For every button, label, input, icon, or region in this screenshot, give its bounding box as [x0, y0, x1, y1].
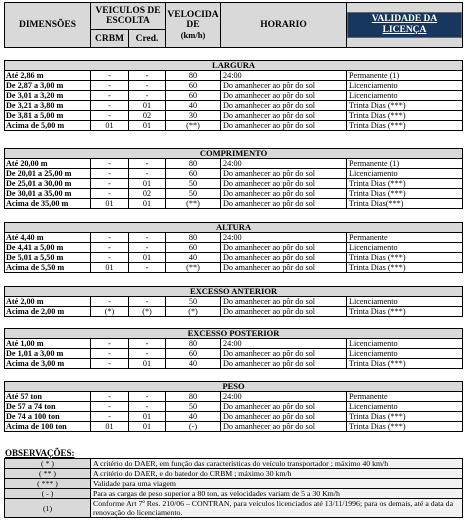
table-row	[5, 349, 463, 359]
schedule-cell: 24:00	[221, 339, 347, 349]
cred-cell: -	[129, 402, 166, 412]
table-row	[5, 263, 463, 273]
dimension-cell: Até 2,00 m	[5, 297, 91, 307]
dimension-cell: De 2,87 a 3,00 m	[5, 81, 91, 91]
cred-cell: -	[129, 159, 166, 169]
cred-cell: 02	[129, 189, 166, 199]
section-title: ALTURA	[5, 223, 463, 233]
validity-cell: Trinta Dias (***)	[347, 359, 463, 369]
section-title-row	[5, 61, 463, 71]
observacao-row	[5, 479, 463, 489]
schedule-cell: Do amanhecer ao pôr do sol	[221, 297, 347, 307]
crbm-cell: -	[91, 392, 129, 402]
validity-cell: Licenciamento	[347, 91, 463, 101]
schedule-cell: Do amanhecer ao pôr do sol	[221, 169, 347, 179]
validity-cell: Trinta Dias (***)	[347, 189, 463, 199]
header-horario: HORARIO	[221, 3, 347, 48]
observacao-symbol: ( * )	[5, 459, 91, 469]
table-row	[5, 121, 463, 131]
cred-cell: 01	[129, 101, 166, 111]
validity-cell: Trinta Dias (***)	[347, 307, 463, 317]
speed-cell: 80	[166, 339, 221, 349]
validity-cell: Trinta Dias (***)	[347, 121, 463, 131]
crbm-cell: -	[91, 111, 129, 121]
dimension-cell: De 3,21 a 3,80 m	[5, 101, 91, 111]
observacao-text: Validade para uma viagem	[91, 479, 463, 489]
speed-cell: (-)	[166, 422, 221, 432]
header-velocidade	[166, 3, 221, 48]
validity-cell: Trinta Dias (***)	[347, 179, 463, 189]
dimension-cell: Até 20,00 m	[5, 159, 91, 169]
validade-label: VALIDADE DA LICENÇA	[347, 12, 462, 38]
section-table	[4, 328, 463, 369]
table-row	[5, 412, 463, 422]
schedule-cell: Do amanhecer ao pôr do sol	[221, 349, 347, 359]
crbm-cell: -	[91, 91, 129, 101]
crbm-cell: 01	[91, 422, 129, 432]
observacoes-title: OBSERVAÇÕES:	[5, 448, 75, 458]
schedule-cell: Do amanhecer ao pôr do sol	[221, 253, 347, 263]
observacao-symbol: ( - )	[5, 489, 91, 499]
section-title-row	[5, 223, 463, 233]
cred-cell: -	[129, 243, 166, 253]
validity-cell: Permanente	[347, 233, 463, 243]
table-header	[4, 2, 463, 48]
schedule-cell: Do amanhecer ao pôr do sol	[221, 243, 347, 253]
section-title: EXCESSO POSTERIOR	[5, 329, 463, 339]
cred-cell: -	[129, 233, 166, 243]
schedule-cell: Do amanhecer ao pôr do sol	[221, 359, 347, 369]
cred-cell: 01	[129, 121, 166, 131]
table-row	[5, 179, 463, 189]
section-title: LARGURA	[5, 61, 463, 71]
cred-cell: 02	[129, 111, 166, 121]
cred-cell: -	[129, 349, 166, 359]
cred-cell: -	[129, 169, 166, 179]
table-row	[5, 71, 463, 81]
validity-cell: Licenciamento	[347, 243, 463, 253]
crbm-cell: -	[91, 71, 129, 81]
cred-cell: -	[129, 81, 166, 91]
crbm-cell: -	[91, 159, 129, 169]
observacao-symbol: (1)	[5, 499, 91, 518]
table-row	[5, 159, 463, 169]
table-row	[5, 253, 463, 263]
cred-cell: -	[129, 339, 166, 349]
dimension-cell: De 30,01 a 35,00 m	[5, 189, 91, 199]
cred-cell: -	[129, 392, 166, 402]
table-row	[5, 392, 463, 402]
observacao-text: Para as cargas de peso superior a 80 ton, as velocidades variam de 5 a 30 Km/h	[91, 489, 463, 499]
cred-cell: -	[129, 71, 166, 81]
speed-cell: 80	[166, 392, 221, 402]
section-table	[4, 60, 463, 131]
cred-cell: 01	[129, 199, 166, 209]
speed-cell: 80	[166, 159, 221, 169]
speed-cell: 40	[166, 412, 221, 422]
section-title: COMPRIMENTO	[5, 149, 463, 159]
table-row	[5, 111, 463, 121]
speed-cell: 50	[166, 402, 221, 412]
crbm-cell: -	[91, 412, 129, 422]
cred-cell: 01	[129, 422, 166, 432]
validity-cell: Trinta Dias (***)	[347, 263, 463, 273]
observacao-text: Conforme Art 7º Res. 210/06 – CONTRAN, para veículos licenciados até 13/11/1996; para os demais, até a data da renovação do licenciamento.	[91, 499, 463, 518]
header-cred: Cred.	[129, 30, 166, 48]
dimension-cell: Até 1,00 m	[5, 339, 91, 349]
crbm-cell: -	[91, 339, 129, 349]
speed-cell: 60	[166, 243, 221, 253]
dimension-cell: Acima de 100 ton	[5, 422, 91, 432]
schedule-cell: Do amanhecer ao pôr do sol	[221, 199, 347, 209]
table-row	[5, 169, 463, 179]
dimension-cell: De 3,01 a 3,20 m	[5, 91, 91, 101]
crbm-cell: -	[91, 359, 129, 369]
observacao-row	[5, 469, 463, 479]
validity-cell: Trinta Dias (***)	[347, 412, 463, 422]
crbm-cell: -	[91, 101, 129, 111]
schedule-cell: Do amanhecer ao pôr do sol	[221, 402, 347, 412]
table-row	[5, 81, 463, 91]
schedule-cell: Do amanhecer ao pôr do sol	[221, 81, 347, 91]
validity-cell: Permanente (1)	[347, 159, 463, 169]
speed-cell: 50	[166, 297, 221, 307]
validity-cell: Permanente	[347, 392, 463, 402]
dimension-cell: Acima de 2,00 m	[5, 307, 91, 317]
dimension-cell: Até 4,40 m	[5, 233, 91, 243]
cred-cell: -	[129, 263, 166, 273]
observacao-row	[5, 459, 463, 469]
schedule-cell: Do amanhecer ao pôr do sol	[221, 307, 347, 317]
observacoes-table	[4, 458, 463, 518]
schedule-cell: Do amanhecer ao pôr do sol	[221, 412, 347, 422]
speed-cell: (**)	[166, 121, 221, 131]
speed-cell: 50	[166, 189, 221, 199]
speed-cell: 80	[166, 71, 221, 81]
table-row	[5, 402, 463, 412]
header-validade	[347, 3, 463, 48]
speed-cell: 40	[166, 359, 221, 369]
observacao-text: A critério do DAER, em função das características do veículo transportador ; máximo 40 km/h	[91, 459, 463, 469]
schedule-cell: Do amanhecer ao pôr do sol	[221, 101, 347, 111]
table-row	[5, 297, 463, 307]
crbm-cell: -	[91, 179, 129, 189]
header-velocidade-unit: (km/h)	[180, 29, 206, 40]
crbm-cell: -	[91, 169, 129, 179]
table-row	[5, 359, 463, 369]
validity-cell: Licenciamento	[347, 349, 463, 359]
dimension-cell: Acima de 5,50 m	[5, 263, 91, 273]
schedule-cell: Do amanhecer ao pôr do sol	[221, 422, 347, 432]
speed-cell: 80	[166, 233, 221, 243]
crbm-cell: -	[91, 297, 129, 307]
table-row	[5, 233, 463, 243]
validity-cell: Trinta Dias(***)	[347, 199, 463, 209]
section-title-row	[5, 382, 463, 392]
speed-cell: 50	[166, 179, 221, 189]
cred-cell: (*)	[129, 307, 166, 317]
header-crbm: CRBM	[91, 30, 129, 48]
crbm-cell: 01	[91, 121, 129, 131]
speed-cell: (*)	[166, 307, 221, 317]
schedule-cell: 24:00	[221, 392, 347, 402]
speed-cell: (**)	[166, 263, 221, 273]
schedule-cell: Do amanhecer ao pôr do sol	[221, 121, 347, 131]
validity-cell: Trinta Dias (***)	[347, 111, 463, 121]
dimension-cell: De 5,01 a 5,50 m	[5, 253, 91, 263]
dimension-cell: Acima de 5,00 m	[5, 121, 91, 131]
table-row	[5, 101, 463, 111]
validity-cell: Licenciamento	[347, 297, 463, 307]
dimension-cell: De 3,81 a 5,00 m	[5, 111, 91, 121]
schedule-cell: 24:00	[221, 159, 347, 169]
observacao-row	[5, 489, 463, 499]
table-row	[5, 243, 463, 253]
section-title-row	[5, 329, 463, 339]
validity-cell: Trinta Dias (***)	[347, 253, 463, 263]
observacao-row	[5, 499, 463, 518]
cred-cell: 01	[129, 359, 166, 369]
table-row	[5, 307, 463, 317]
validity-cell: Licenciamento	[347, 339, 463, 349]
dimension-cell: De 20,01 a 25,00 m	[5, 169, 91, 179]
observacao-text: A critério do DAER, e do batedor do CRBM ; máximo 30 km/h	[91, 469, 463, 479]
header-veiculos-escolta: VEICULOS DE ESCOLTA	[91, 3, 166, 30]
crbm-cell: -	[91, 243, 129, 253]
cred-cell: 01	[129, 412, 166, 422]
dimension-cell: De 74 a 100 ton	[5, 412, 91, 422]
observacao-symbol: ( ** )	[5, 469, 91, 479]
speed-cell: 60	[166, 349, 221, 359]
dimension-cell: De 1,01 a 3,00 m	[5, 349, 91, 359]
validity-cell: Licenciamento	[347, 402, 463, 412]
crbm-cell: -	[91, 189, 129, 199]
table-row	[5, 189, 463, 199]
schedule-cell: Do amanhecer ao pôr do sol	[221, 111, 347, 121]
table-row	[5, 199, 463, 209]
header-dimensoes: DIMENSÕES	[5, 3, 91, 48]
observacao-symbol: ( *** )	[5, 479, 91, 489]
table-row	[5, 339, 463, 349]
dimension-cell: De 4,41 a 5,00 m	[5, 243, 91, 253]
schedule-cell: 24:00	[221, 233, 347, 243]
speed-cell: (**)	[166, 199, 221, 209]
cred-cell: -	[129, 297, 166, 307]
speed-cell: 60	[166, 169, 221, 179]
validity-cell: Trinta Dias (***)	[347, 101, 463, 111]
section-title: PESO	[5, 382, 463, 392]
schedule-cell: Do amanhecer ao pôr do sol	[221, 91, 347, 101]
crbm-cell: (*)	[91, 307, 129, 317]
section-title: EXCESSO ANTERIOR	[5, 287, 463, 297]
validity-cell: Trinta Dias (***)	[347, 422, 463, 432]
dimension-cell: De 25,01 a 30,00 m	[5, 179, 91, 189]
validity-cell: Licenciamento	[347, 81, 463, 91]
dimension-cell: Acima de 3,00 m	[5, 359, 91, 369]
section-table	[4, 222, 463, 273]
validity-cell: Permanente (1)	[347, 71, 463, 81]
schedule-cell: Do amanhecer ao pôr do sol	[221, 179, 347, 189]
section-title-row	[5, 287, 463, 297]
crbm-cell: 01	[91, 263, 129, 273]
cred-cell: 01	[129, 179, 166, 189]
table-row	[5, 91, 463, 101]
schedule-cell: Do amanhecer ao pôr do sol	[221, 189, 347, 199]
crbm-cell: -	[91, 81, 129, 91]
section-table	[4, 148, 463, 209]
crbm-cell: -	[91, 233, 129, 243]
section-table	[4, 381, 463, 432]
crbm-cell: -	[91, 349, 129, 359]
dimension-cell: Acima de 35,00 m	[5, 199, 91, 209]
crbm-cell: 01	[91, 199, 129, 209]
section-table	[4, 286, 463, 317]
speed-cell: 40	[166, 101, 221, 111]
crbm-cell: -	[91, 402, 129, 412]
validity-cell: Licenciamento	[347, 169, 463, 179]
table-row	[5, 422, 463, 432]
speed-cell: 60	[166, 81, 221, 91]
speed-cell: 60	[166, 91, 221, 101]
crbm-cell: -	[91, 253, 129, 263]
speed-cell: 40	[166, 253, 221, 263]
cred-cell: 01	[129, 253, 166, 263]
dimension-cell: De 57 a 74 ton	[5, 402, 91, 412]
cred-cell: -	[129, 91, 166, 101]
schedule-cell: 24:00	[221, 71, 347, 81]
speed-cell: 30	[166, 111, 221, 121]
dimension-cell: Até 57 ton	[5, 392, 91, 402]
schedule-cell: Do amanhecer ao pôr do sol	[221, 263, 347, 273]
dimension-cell: Até 2,86 m	[5, 71, 91, 81]
section-title-row	[5, 149, 463, 159]
header-velocidade-label: VELOCIDA DE	[167, 9, 219, 30]
